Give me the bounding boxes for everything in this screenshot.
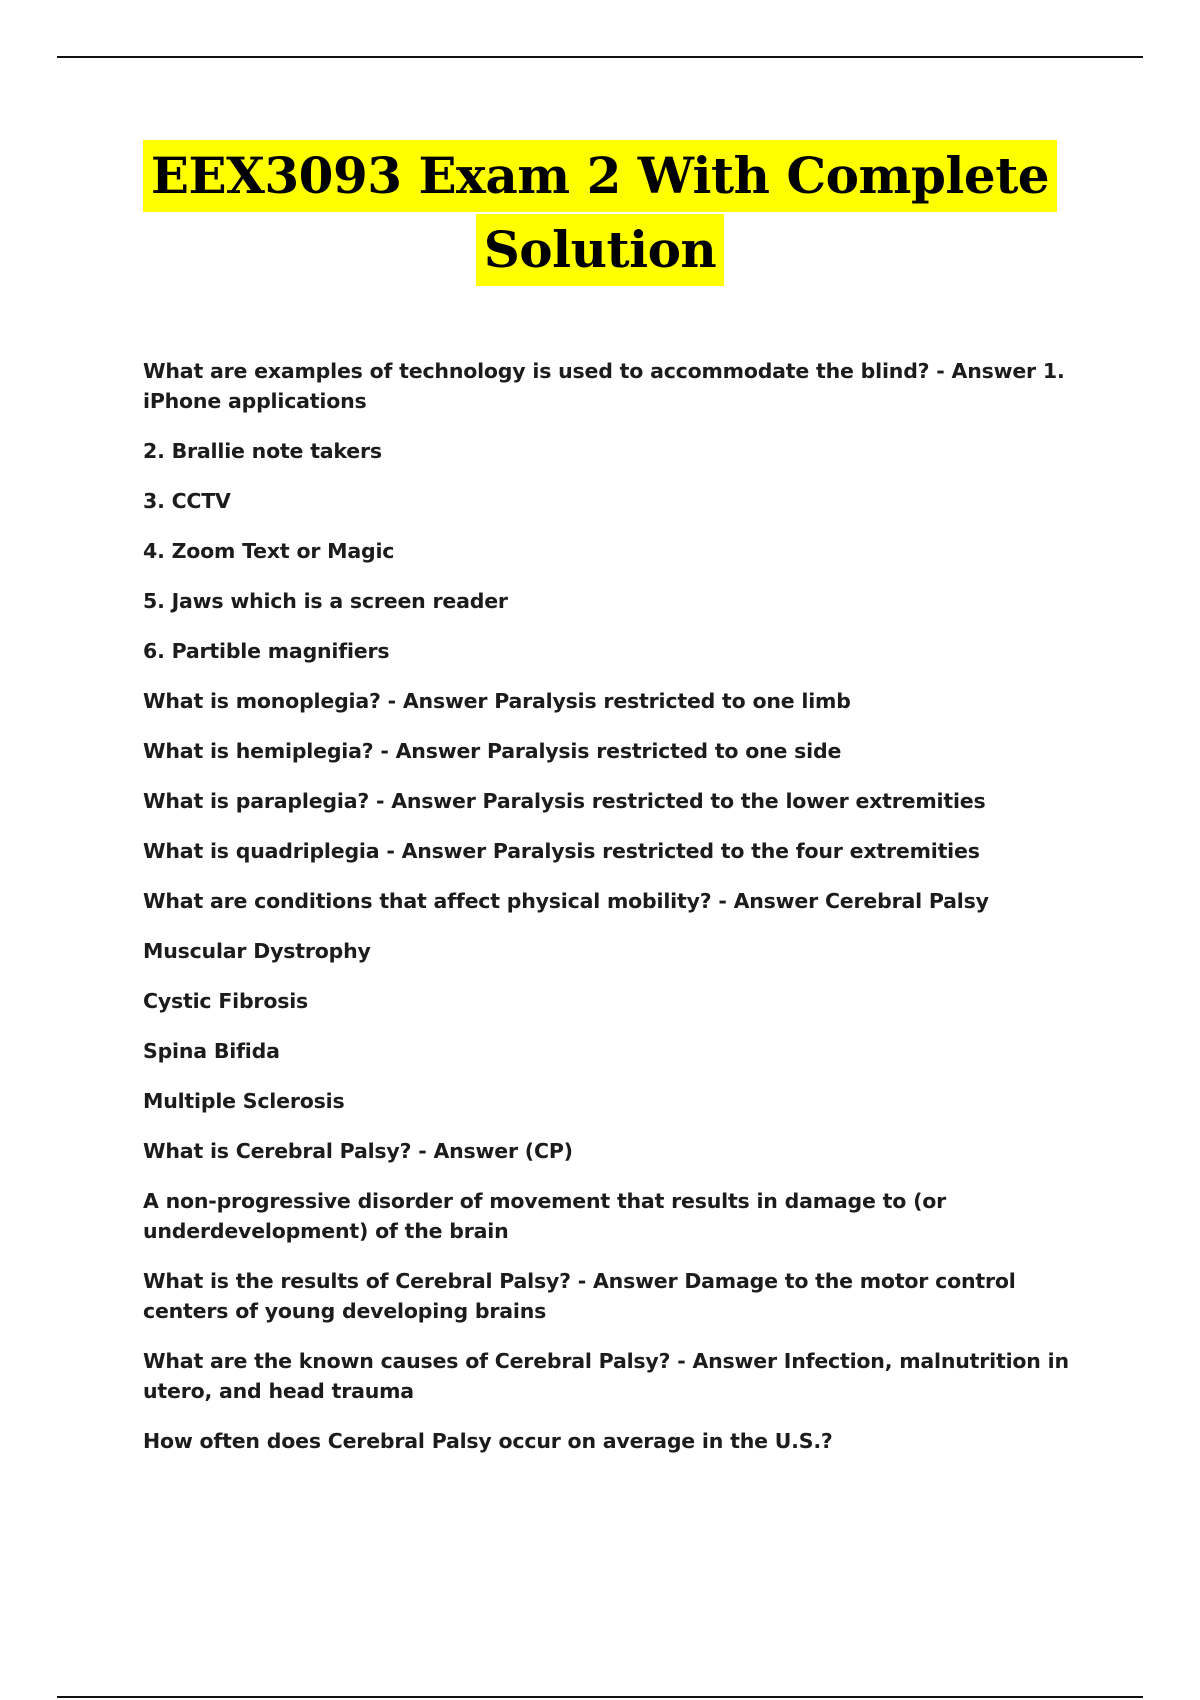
qa-paragraph: 3. CCTV: [143, 489, 231, 513]
qa-paragraph: Muscular Dystrophy: [143, 939, 371, 963]
qa-paragraph: What is quadriplegia - Answer Paralysis restricted to the four extremities: [143, 839, 980, 863]
qa-paragraph: What is paraplegia? - Answer Paralysis restricted to the lower extremities: [143, 789, 986, 813]
qa-paragraph: 2. Brallie note takers: [143, 439, 382, 463]
qa-paragraph: Cystic Fibrosis: [143, 989, 309, 1013]
qa-paragraph: What is Cerebral Palsy? - Answer (CP): [143, 1139, 573, 1163]
page-title: [0, 140, 1200, 286]
qa-paragraph: Multiple Sclerosis: [143, 1089, 345, 1113]
qa-paragraph: What is hemiplegia? - Answer Paralysis restricted to one side: [143, 739, 842, 763]
title-line-1: EEX3093 Exam 2 With Complete: [143, 140, 1057, 212]
qa-paragraph: What is the results of Cerebral Palsy? - Answer Damage to the motor control centers of young developing brains: [143, 1269, 1016, 1323]
footer-rule: [57, 1696, 1143, 1698]
qa-paragraph: What are examples of technology is used to accommodate the blind? - Answer 1. iPhone applications: [143, 359, 1065, 413]
qa-content: [143, 356, 1093, 1476]
title-line-2: Solution: [476, 214, 725, 286]
qa-paragraph: 6. Partible magnifiers: [143, 639, 390, 663]
qa-paragraph: 4. Zoom Text or Magic: [143, 539, 395, 563]
qa-paragraph: What are the known causes of Cerebral Palsy? - Answer Infection, malnutrition in utero, and head trauma: [143, 1349, 1069, 1403]
header-rule: [57, 56, 1143, 58]
qa-paragraph: How often does Cerebral Palsy occur on average in the U.S.?: [143, 1429, 833, 1453]
qa-paragraph: What is monoplegia? - Answer Paralysis restricted to one limb: [143, 689, 851, 713]
qa-paragraph: 5. Jaws which is a screen reader: [143, 589, 508, 613]
qa-paragraph: A non-progressive disorder of movement that results in damage to (or underdevelopment) of the brain: [143, 1189, 947, 1243]
qa-paragraph: What are conditions that affect physical mobility? - Answer Cerebral Palsy: [143, 889, 989, 913]
qa-paragraph: Spina Bifida: [143, 1039, 280, 1063]
